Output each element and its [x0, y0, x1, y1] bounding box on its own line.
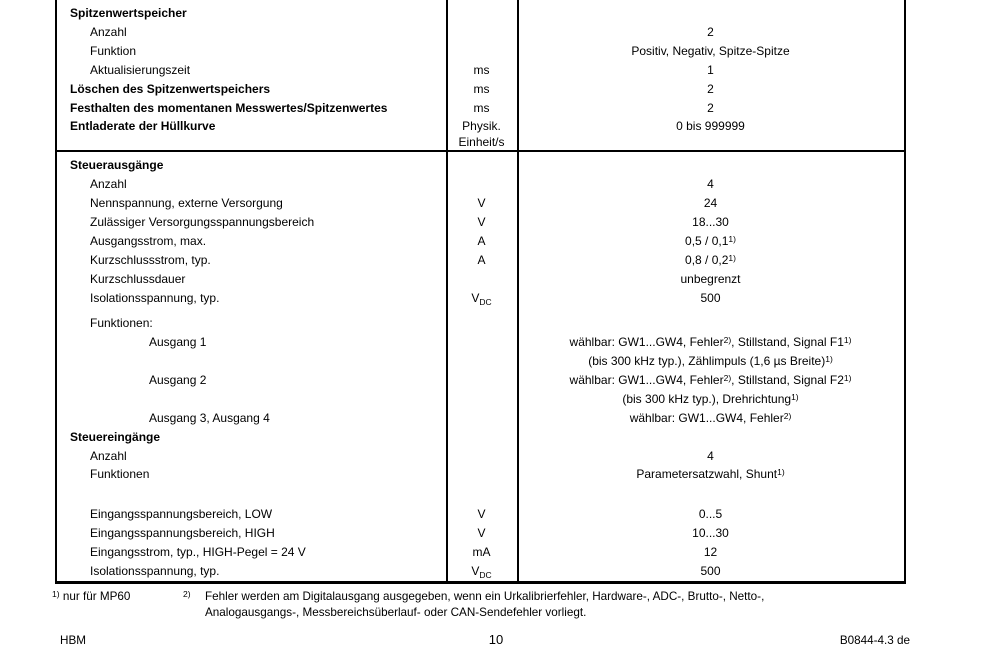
table-row	[57, 314, 904, 333]
table-row	[57, 270, 904, 289]
row-value: 12	[703, 545, 718, 559]
table-row	[57, 371, 904, 409]
row-label: Isolationsspannung, typ.	[90, 291, 220, 305]
table-row	[57, 61, 904, 80]
row-value: 500	[700, 564, 721, 578]
row-value: 4	[707, 449, 714, 463]
table-row	[57, 289, 904, 308]
footnote-2-marker: 2)	[183, 588, 191, 599]
row-value: 0...5	[698, 507, 723, 521]
row-unit: $V_{DC}$	[471, 564, 492, 580]
specification-table	[55, 0, 906, 584]
footnote-2-text	[205, 589, 764, 620]
row-value: 0 bis 999999	[676, 119, 745, 133]
row-value: 18...30	[692, 215, 729, 229]
row-value: wählbar: GW1...GW4, Fehler$^{2)}$	[629, 410, 792, 425]
row-label: Festhalten des momentanen Messwertes/Spitzenwertes	[70, 101, 388, 115]
footnote-2-line-1: Fehler werden am Digitalausgang ausgegeben, wenn ein Urkalibrierfehler, Hardware-, ADC-, Brutto-, Netto-,	[205, 590, 765, 603]
table-row	[57, 4, 904, 23]
row-unit: $V_{DC}$	[471, 291, 492, 307]
row-label: Funktionen:	[90, 316, 153, 330]
row-label: Kurzschlussstrom, typ.	[90, 253, 211, 267]
row-value: 10...30	[692, 526, 729, 540]
footer-company: HBM	[60, 634, 86, 647]
footnote-1-text: nur für MP60	[62, 590, 131, 603]
row-unit: A	[477, 253, 486, 267]
row-unit: Physik. Einheit/s	[458, 119, 505, 149]
row-value: wählbar: GW1...GW4, Fehler$^{2)}$, Stillstand, Signal F2$^{1)}$ (bis 300 kHz typ.), Drehrichtung$^{1)}$	[569, 372, 852, 406]
table-row	[57, 80, 904, 99]
table-row	[57, 175, 904, 194]
footer-page-number: 10	[488, 632, 504, 647]
table-row	[57, 524, 904, 543]
footnote-1-marker: 1)	[52, 588, 60, 599]
row-value: 0,8 / 0,2$^{1)}$	[685, 252, 736, 267]
table-row	[57, 99, 904, 118]
table-row	[57, 333, 904, 371]
table-row	[57, 505, 904, 524]
row-label: Anzahl	[90, 177, 127, 191]
table-section	[57, 152, 904, 581]
row-label: Kurzschlussdauer	[90, 272, 186, 286]
table-row	[57, 447, 904, 466]
row-unit: V	[477, 507, 486, 521]
table-row	[57, 232, 904, 251]
table-row	[57, 466, 904, 499]
row-value: 2	[707, 82, 714, 96]
row-label: Steuerausgänge	[70, 158, 164, 172]
row-unit: V	[477, 215, 486, 229]
row-unit: ms	[473, 101, 490, 115]
footer-document-id: B0844-4.3 de	[839, 634, 910, 647]
row-label: Aktualisierungszeit	[90, 63, 191, 77]
footnote-2-line-2: Analogausgangs-, Messbereichsüberlauf- oder CAN-Sendefehler vorliegt.	[205, 605, 587, 619]
row-value: 2	[707, 25, 714, 39]
table-section	[57, 0, 904, 150]
row-value: 0,5 / 0,1$^{1)}$	[685, 233, 736, 248]
row-label: Steuereingänge	[70, 430, 161, 444]
table-row	[57, 409, 904, 428]
row-unit: A	[477, 234, 486, 248]
row-label: Funktionen	[90, 467, 150, 481]
row-unit: V	[477, 526, 486, 540]
footnote-1	[52, 589, 130, 605]
table-row	[57, 23, 904, 42]
table-row	[57, 562, 904, 581]
table-row	[57, 118, 904, 150]
row-label: Zulässiger Versorgungsspannungsbereich	[90, 215, 315, 229]
row-label: Spitzenwertspeicher	[70, 6, 187, 20]
table-row	[57, 251, 904, 270]
row-label: Funktion	[90, 44, 137, 58]
row-label: Entladerate der Hüllkurve	[70, 119, 216, 133]
table-row	[57, 213, 904, 232]
table-row	[57, 156, 904, 175]
row-value: 2	[707, 101, 714, 115]
row-unit: mA	[472, 545, 491, 559]
row-value: 1	[707, 63, 714, 77]
row-unit: V	[477, 196, 486, 210]
row-label: Anzahl	[90, 25, 127, 39]
row-label: Ausgang 1	[149, 335, 207, 349]
row-value: 24	[703, 196, 718, 210]
row-label: Nennspannung, externe Versorgung	[90, 196, 283, 210]
row-label: Eingangsspannungsbereich, HIGH	[90, 526, 275, 540]
table-row	[57, 543, 904, 562]
row-value: unbegrenzt	[680, 272, 741, 286]
row-value: wählbar: GW1...GW4, Fehler$^{2)}$, Stillstand, Signal F1$^{1)}$ (bis 300 kHz typ.), Zählimpuls (1,6 µs Breite)$^{1)}$	[569, 334, 852, 368]
table-row	[57, 42, 904, 61]
row-unit: ms	[473, 63, 490, 77]
row-value: Positiv, Negativ, Spitze-Spitze	[631, 44, 790, 58]
row-label: Eingangsstrom, typ., HIGH-Pegel = 24 V	[90, 545, 306, 559]
row-label: Ausgangsstrom, max.	[90, 234, 207, 248]
table-row	[57, 428, 904, 447]
row-value: 500	[700, 291, 721, 305]
row-unit: ms	[473, 82, 490, 96]
row-label: Ausgang 2	[149, 373, 207, 387]
row-value: Parametersatzwahl, Shunt$^{1)}$	[636, 466, 785, 481]
row-label: Löschen des Spitzenwertspeichers	[70, 82, 271, 96]
row-label: Anzahl	[90, 449, 127, 463]
table-row	[57, 194, 904, 213]
row-label: Isolationsspannung, typ.	[90, 564, 220, 578]
row-label: Ausgang 3, Ausgang 4	[149, 411, 270, 425]
row-value: 4	[707, 177, 714, 191]
row-label: Eingangsspannungsbereich, LOW	[90, 507, 273, 521]
